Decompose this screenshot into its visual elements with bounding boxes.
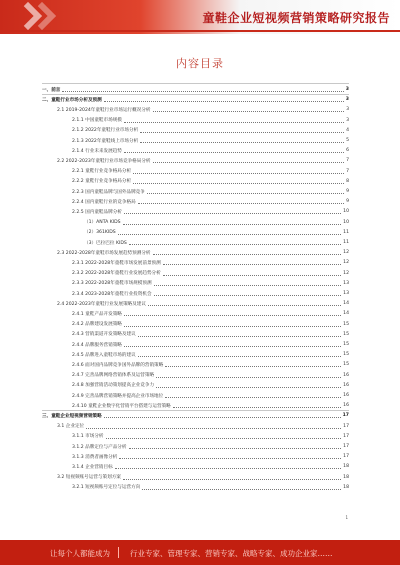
header-stripe xyxy=(0,30,400,32)
toc-entry-label: 2.4.6 面对国内品牌竞争国外品牌的营销策略 xyxy=(72,362,164,368)
toc-entry[interactable] xyxy=(72,452,349,461)
toc-leader-dots xyxy=(118,230,341,235)
toc-entry[interactable] xyxy=(72,187,349,196)
toc-entry-label: 2.4.10 童鞋企业数字化营销平台搭建与运营策略 xyxy=(72,403,171,409)
toc-entry-label: 3.2 短视频账号运营与策划方案 xyxy=(57,475,121,481)
toc-top-rule xyxy=(42,83,349,84)
toc-leader-dots xyxy=(133,169,344,174)
toc-entry-page: 3 xyxy=(346,107,349,113)
toc-leader-dots xyxy=(86,424,341,429)
toc-entry-page: 17 xyxy=(343,423,349,429)
toc-entry-label: （1）ANTA KIDS xyxy=(84,220,121,226)
toc-leader-dots xyxy=(140,138,344,143)
toc-leader-dots xyxy=(163,260,341,265)
toc-entry-label: 2.4 2022-2023年童鞋行业发展策略及建议 xyxy=(57,301,146,307)
toc-leader-dots xyxy=(115,464,341,469)
toc-entry-page: 9 xyxy=(346,199,349,205)
toc-entry-label: 3.1 企业定位 xyxy=(57,424,85,430)
toc-entry-label: 2.4.7 完善品牌网络营销体系及运营策略 xyxy=(72,373,155,379)
toc-entry[interactable] xyxy=(57,422,349,431)
toc-entry-page: 10 xyxy=(343,219,349,225)
toc-entry-label: 2.3 2022-2028年童鞋市场发展趋势预测分析 xyxy=(57,250,151,256)
toc-entry[interactable] xyxy=(72,360,349,369)
toc-leader-dots xyxy=(154,281,342,286)
toc-entry-label: 2.4.8 加强营销活动策划提高企业竞争力 xyxy=(72,383,155,389)
toc-leader-dots xyxy=(148,301,341,306)
toc-entry[interactable] xyxy=(72,350,349,359)
toc-entry[interactable] xyxy=(84,218,349,227)
toc-title: 内容目录 xyxy=(176,57,224,70)
toc-entry-page: 16 xyxy=(343,403,349,409)
toc-leader-dots xyxy=(124,342,341,347)
toc-section-rule xyxy=(42,94,349,95)
toc-entry-label: 一、前言 xyxy=(42,87,61,93)
toc-entry[interactable] xyxy=(72,462,349,471)
toc-leader-dots xyxy=(124,322,341,327)
toc-entry-page: 8 xyxy=(346,178,349,184)
toc-entry-page: 17 xyxy=(342,413,349,419)
toc-entry-page: 6 xyxy=(346,148,349,154)
toc-entry[interactable] xyxy=(72,391,349,400)
toc-entry-label: 2.4.4 品牌服务营销策略 xyxy=(72,342,122,348)
toc-entry[interactable] xyxy=(72,320,349,329)
toc-leader-dots xyxy=(156,373,341,378)
toc-entry-page: 3 xyxy=(345,87,349,92)
toc-entry-page: 15 xyxy=(343,331,349,337)
toc-leader-dots xyxy=(106,434,342,439)
toc-entry-page: 14 xyxy=(343,301,349,307)
toc-entry-label: 3.1.2 品牌定位与产品分析 xyxy=(72,444,127,450)
toc-entry[interactable] xyxy=(57,248,349,257)
toc-entry[interactable] xyxy=(72,340,349,349)
toc-entry-label: 2.2.2 童鞋行业竞争格局分析 xyxy=(72,179,132,185)
toc-entry-page: 7 xyxy=(346,168,349,174)
toc-entry[interactable] xyxy=(57,299,349,308)
report-title: 童鞋企业短视频营销策略研究报告 xyxy=(202,11,390,25)
toc-entry-label: 3.1.4 企业营销目标 xyxy=(72,464,113,470)
toc-entry[interactable] xyxy=(57,473,349,482)
toc-entry[interactable] xyxy=(72,146,349,155)
toc-entry-page: 11 xyxy=(343,229,349,235)
toc-leader-dots xyxy=(123,220,342,225)
toc-entry-label: 2.1.3 2022年童鞋线上市场分析 xyxy=(72,138,139,144)
toc-entry-page: 15 xyxy=(343,321,349,327)
toc-leader-dots xyxy=(123,475,341,480)
footer-slogan-left: 让每个人都能成为 xyxy=(50,549,110,558)
toc-entry[interactable] xyxy=(84,228,349,237)
toc-entry[interactable] xyxy=(72,136,349,145)
toc-entry[interactable] xyxy=(42,95,349,104)
toc-leader-dots xyxy=(62,87,343,92)
toc-entry[interactable] xyxy=(57,105,349,114)
toc-entry[interactable] xyxy=(57,156,349,165)
toc-leader-dots xyxy=(138,352,341,357)
toc-entry-label: 3.1.1 市场分析 xyxy=(72,434,104,440)
toc-entry-page: 3 xyxy=(345,97,349,103)
toc-leader-dots xyxy=(153,107,345,112)
toc-entry[interactable] xyxy=(72,381,349,390)
toc-entry-page: 5 xyxy=(346,138,349,143)
toc-entry-page: 18 xyxy=(343,464,349,470)
toc-entry-label: 3.1.3 消费者画像分析 xyxy=(72,454,118,460)
toc-entry[interactable] xyxy=(72,279,349,288)
toc-leader-dots xyxy=(156,383,341,388)
footer-slogan-right: 行业专家、管理专家、营销专家、战略专家、成功企业家…… xyxy=(130,549,333,558)
toc-entry[interactable] xyxy=(72,167,349,176)
toc-entry[interactable] xyxy=(72,258,349,267)
toc-entry[interactable] xyxy=(72,371,349,380)
toc-entry[interactable] xyxy=(72,309,349,318)
toc-entry-page: 10 xyxy=(343,209,349,215)
toc-entry-page: 16 xyxy=(343,372,349,378)
toc-entry-label: 2.4.2 品牌建设发展策略 xyxy=(72,322,122,328)
toc-entry[interactable] xyxy=(42,411,349,420)
toc-leader-dots xyxy=(124,118,344,123)
toc-entry-label: 2.1 2019-2024年童鞋行业市场运行概况分析 xyxy=(57,107,151,113)
toc-entry-label: 2.1.1 中国童鞋市场规模 xyxy=(72,118,122,124)
toc-entry-page: 15 xyxy=(343,352,349,358)
toc-entry-page: 13 xyxy=(343,291,349,296)
toc-entry[interactable] xyxy=(72,126,349,135)
toc-section-rule xyxy=(42,410,349,411)
toc-leader-dots xyxy=(119,454,341,459)
toc-entry-page: 12 xyxy=(343,250,349,256)
toc-entry-label: 2.4.3 营销渠道开发策略及建议 xyxy=(72,332,136,338)
toc-entry[interactable] xyxy=(72,401,349,410)
toc-leader-dots xyxy=(124,148,344,153)
toc-entry[interactable] xyxy=(72,289,349,298)
toc-entry-label: 2.2.5 国内童鞋品牌分析 xyxy=(72,209,122,215)
toc-leader-dots xyxy=(140,128,344,133)
toc-leader-dots xyxy=(104,97,344,102)
toc-entry-label: 2.2 2022-2023年童鞋行业市场竞争格局分析 xyxy=(57,158,151,164)
toc-entry[interactable] xyxy=(72,207,349,216)
toc-entry-page: 17 xyxy=(343,444,349,449)
toc-entry-page: 13 xyxy=(343,280,349,286)
toc-leader-dots xyxy=(133,179,344,184)
toc-entry-label: 2.1.2 2022年童鞋行业市场分析 xyxy=(72,128,139,134)
toc-leader-dots xyxy=(165,393,341,398)
toc-entry-page: 17 xyxy=(343,433,349,439)
toc-entry-page: 12 xyxy=(343,260,349,266)
toc-entry-label: 2.4.9 完善品牌营销策略并提高企业市场地位 xyxy=(72,393,164,399)
toc-entry-label: 三、童鞋企业短视频营销策略 xyxy=(42,413,102,419)
toc-entry-label: 2.2.4 国内童鞋行业的竞争格局 xyxy=(72,199,136,205)
report-header xyxy=(0,0,400,34)
toc-entry-page: 15 xyxy=(343,342,349,347)
toc-entry[interactable] xyxy=(72,269,349,278)
toc-entry[interactable] xyxy=(72,432,349,441)
toc-leader-dots xyxy=(124,209,341,214)
toc-entry[interactable] xyxy=(72,177,349,186)
toc-entry-label: 2.2.1 童鞋行业竞争格局分析 xyxy=(72,169,132,175)
toc-entry-page: 4 xyxy=(346,127,349,133)
toc-entry-page: 15 xyxy=(343,362,349,368)
toc-entry-label: 2.4.1 童鞋产品开发策略 xyxy=(72,311,122,317)
toc-leader-dots xyxy=(163,271,341,276)
toc-leader-dots xyxy=(173,403,341,408)
toc-leader-dots xyxy=(153,250,342,255)
toc-leader-dots xyxy=(154,291,342,296)
toc-entry-label: 2.3.1 2022-2028年童鞋市场发展前景预测 xyxy=(72,260,161,266)
toc-entry[interactable] xyxy=(72,442,349,451)
footer-divider xyxy=(118,547,119,558)
toc-entry[interactable] xyxy=(72,330,349,339)
toc-entry-label: 2.3.3 2022-2028年童鞋市场规模预测 xyxy=(72,281,152,287)
toc-entry-page: 12 xyxy=(343,270,349,276)
toc-leader-dots xyxy=(142,485,341,490)
toc-entry-label: 3.2.1 短视频账号定位与运营方向 xyxy=(72,485,141,491)
footer-banner xyxy=(0,540,400,565)
toc-leader-dots xyxy=(138,332,341,337)
toc-leader-dots xyxy=(147,189,344,194)
toc-entry-page: 17 xyxy=(343,454,349,460)
toc-entry-label: 二、童鞋行业市场分析及预测 xyxy=(42,97,102,103)
toc-entry[interactable] xyxy=(72,116,349,125)
toc-entry-page: 7 xyxy=(346,158,349,164)
toc-entry-page: 14 xyxy=(343,311,349,317)
toc-leader-dots xyxy=(129,240,341,245)
toc-leader-dots xyxy=(165,362,341,367)
toc-leader-dots xyxy=(138,199,344,204)
toc-entry-page: 16 xyxy=(343,382,349,388)
toc-entry-page: 16 xyxy=(343,393,349,398)
toc-entry-page: 18 xyxy=(343,474,349,480)
toc-leader-dots xyxy=(129,444,342,449)
toc-entry[interactable] xyxy=(42,85,349,94)
toc-entry-label: 2.2.3 国内童鞋品牌与国外品牌竞争 xyxy=(72,189,145,195)
toc-leader-dots xyxy=(104,413,341,418)
toc-entry-label: （3）巴拉巴拉 KIDS xyxy=(84,240,127,246)
toc-entry-label: 2.4.5 品牌进入童鞋市场的建议 xyxy=(72,352,136,358)
toc-entry-label: 2.3.4 2023-2028年童鞋行业投资机会 xyxy=(72,291,152,297)
toc-entry-label: （2）361KIDS xyxy=(84,230,116,236)
toc-entry[interactable] xyxy=(72,197,349,206)
toc-entry-label: 2.1.4 行业未来发展趋势 xyxy=(72,148,122,154)
toc-entry-page: 18 xyxy=(343,484,349,490)
toc-leader-dots xyxy=(124,311,341,316)
toc-entry-page: 9 xyxy=(346,189,349,194)
toc-leader-dots xyxy=(153,158,345,163)
toc-entry[interactable] xyxy=(72,483,349,492)
toc-entry-label: 2.3.2 2022-2028年童鞋行业发展趋势分析 xyxy=(72,271,161,277)
toc-entry-page: 11 xyxy=(343,240,349,245)
page-number: 1 xyxy=(345,515,348,520)
toc-entry[interactable] xyxy=(84,238,349,247)
toc-entry-page: 3 xyxy=(346,117,349,123)
